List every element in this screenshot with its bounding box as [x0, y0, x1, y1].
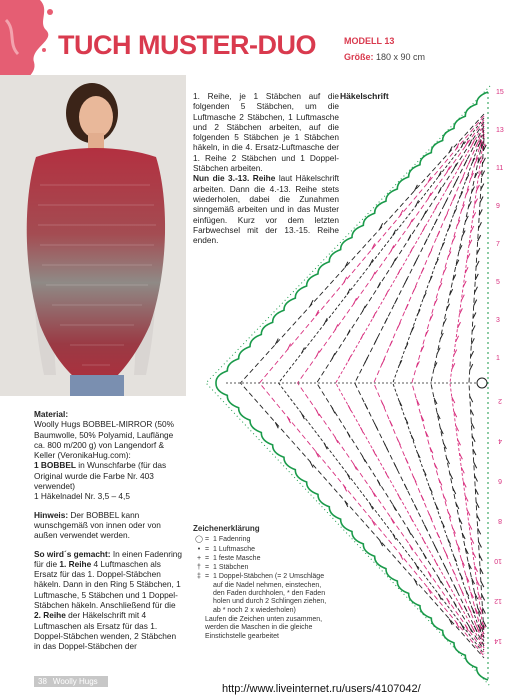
chart-stitch-mark — [409, 219, 412, 225]
chart-stitch-mark — [372, 272, 375, 278]
chart-stitch-mark — [424, 525, 427, 531]
material-heading: Material: — [34, 409, 69, 419]
chart-row-number: 11 — [496, 165, 504, 172]
chart-stitch-mark — [472, 436, 475, 442]
chart-stitch-mark — [422, 538, 425, 544]
chart-stitch-mark — [443, 318, 446, 324]
so-wirds-section — [34, 549, 184, 652]
hinweis-heading: Hinweis: — [34, 509, 69, 520]
legend-item — [193, 573, 333, 614]
material-text-2: in Wunschfarbe (für das Original wurde die Farbe Nr. 403 verwendet) — [34, 460, 167, 492]
chart-stitch-mark — [404, 484, 407, 490]
legend-equals: = — [205, 545, 210, 553]
so-wirds-text-2: 4 Luftmaschen als Ersatz für das 1. Doppel-Stäbchen häkeln. Dann in den Ring 5 Stäbchen, 1 Luftmasche, 5 Stäbchen und 1 Doppel-Stäbchen häkeln. Anschließend für die — [34, 558, 181, 611]
chart-stitch-mark — [466, 590, 469, 596]
chart-stitch-mark — [429, 514, 432, 520]
chart-row-numbers-bottom — [494, 397, 502, 644]
chart-stitch-mark — [375, 337, 378, 343]
chart-stitch-row — [431, 134, 484, 638]
chart-stitch-mark — [397, 322, 400, 328]
chart-stitch-mark — [448, 538, 451, 544]
chart-stitch-mark — [365, 357, 368, 363]
chart-row-number: 3 — [496, 317, 500, 324]
legend-symbol: • — [197, 545, 201, 553]
size-value: 180 x 90 cm — [376, 52, 426, 62]
chart-stitch-mark — [438, 594, 441, 600]
legend-item — [193, 546, 333, 554]
instructions-rows-bold: Nun die 3.-13. Reihe — [193, 173, 276, 184]
chart-stitch-mark — [405, 458, 408, 464]
chart-label: Häkelschrift — [340, 91, 389, 101]
chart-stitch-mark — [444, 565, 447, 571]
chart-row-number: 9 — [496, 203, 500, 210]
chart-stitch-mark — [335, 324, 338, 330]
chart-stitch-mark — [391, 246, 394, 252]
legend-symbol: + — [196, 554, 202, 562]
chart-stitch-mark — [454, 208, 457, 214]
chart-stitch-mark — [362, 456, 365, 462]
chart-stitch-mark — [454, 601, 457, 607]
chart-row-number: 6 — [498, 477, 502, 484]
legend-text: 1 feste Masche — [213, 554, 261, 562]
legend-text: 1 Doppel-Stäbchen (= 2 Umschläge auf die Nadel nehmen, einstechen, den Faden durchholen, * den Faden holen und durch 2 Schlingen ziehen, ab * noch 2 x wiederholen) — [213, 573, 327, 614]
chart-stitch-mark — [385, 471, 388, 477]
chart-stitch-mark — [414, 579, 417, 585]
legend-symbol: ◯ — [195, 536, 203, 544]
chart-stitch-mark — [411, 435, 414, 441]
chart-stitch-mark — [445, 213, 448, 219]
chart-stitch-mark — [335, 437, 338, 443]
chart-stitch-mark — [478, 222, 481, 228]
chart-stitch-mark — [453, 195, 456, 201]
chart-stitch-mark — [344, 277, 347, 283]
legend-equals: = — [205, 554, 210, 562]
chart-row-number: 7 — [496, 241, 500, 248]
chart-row-number: 15 — [496, 89, 504, 96]
chart-stitch-row — [374, 128, 484, 644]
material-text-3: 1 Häkelnadel Nr. 3,5 – 4,5 — [34, 491, 130, 502]
page-title: TUCH MUSTER-DUO — [58, 30, 316, 60]
chart-stitch-mark — [390, 341, 393, 347]
chart-row-numbers-right — [496, 89, 504, 362]
so-wirds-bold-2: 2. Reihe — [34, 610, 66, 621]
chart-stitch-mark — [468, 201, 471, 207]
chart-stitch-mark — [459, 604, 462, 610]
chart-stitch-mark — [437, 532, 440, 538]
chart-magic-ring — [477, 378, 487, 388]
chart-stitch-mark — [332, 353, 335, 359]
instructions-row2: 1. Reihe, je 1 Stäbchen auf die folgenden 5 Stäbchen, um die Luftmasche 2 Stäbchen, 1 Luftmasche und 2 Stäbchen arbeiten, auf die folgenden 5 Stäbchen je 1 Stäbchen häkeln, in die 4. Ersatz-Luftmasche der 1. Reihe 2 Stäbchen und 1 Doppel-Stäbchen arbeiten. — [193, 91, 339, 174]
legend-item — [193, 536, 333, 544]
chart-stitch-mark — [360, 427, 363, 433]
legend-equals: = — [205, 573, 210, 581]
chart-stitch-mark — [397, 493, 400, 499]
chart-stitch-mark — [448, 512, 451, 518]
chart-row-number: 5 — [496, 279, 500, 286]
chart-stitch-mark — [344, 485, 347, 491]
chart-stitch-row — [393, 130, 484, 642]
chart-stitch-mark — [435, 560, 438, 566]
chart-stitch-mark — [347, 289, 350, 295]
chart-stitch-mark — [468, 158, 471, 164]
chart-stitch-row — [336, 124, 484, 648]
chart-stitch-mark — [400, 210, 403, 216]
chart-stitch-mark — [354, 298, 357, 304]
legend-symbol: ‡ — [197, 573, 201, 581]
size-label: Größe: — [344, 52, 374, 62]
chart-stitch-row — [412, 132, 484, 640]
chart-stitch-mark — [385, 291, 388, 297]
chart-stitch-mark — [405, 304, 408, 310]
chart-stitch-mark — [410, 248, 413, 254]
legend-rows — [193, 536, 333, 615]
chart-stitch-mark — [393, 504, 396, 510]
legend-item — [193, 555, 333, 563]
chart-stitch-mark — [423, 553, 426, 559]
shawl-illustration — [0, 75, 186, 396]
chart-stitch-mark — [347, 330, 350, 336]
model-number: MODELL 13 — [344, 36, 395, 46]
chart-stitch-mark — [454, 585, 457, 591]
chart-stitch-mark — [382, 402, 385, 408]
chart-row-number: 12 — [494, 597, 502, 604]
page-number: 38 — [38, 677, 47, 686]
chart-stitch-mark — [447, 183, 450, 189]
chart-stitch-mark — [469, 626, 472, 632]
chart-stitch-mark — [316, 351, 319, 357]
page-footer — [34, 676, 108, 687]
chart-stitch-mark — [437, 231, 440, 237]
chart-stitch-mark — [411, 326, 414, 332]
chart-stitch-mark — [438, 577, 441, 583]
material-section — [34, 409, 184, 502]
chart-stitch-mark — [394, 298, 397, 304]
chart-stitch-mark — [454, 179, 457, 185]
chart-stitch-mark — [373, 312, 376, 318]
legend-note: Laufen die Zeichen unten zusammen, werden die Maschen in die gleiche Einstichstelle gearbeitet — [205, 615, 323, 640]
chart-stitch-mark — [394, 464, 397, 470]
instructions-rows-text: laut Häkelschrift arbeiten. Dann die 4.-13. Reihe stets wiederholen, dabei die Zunahmen sinngemäß arbeiten und in das Muster einfügen. Kurz vor dem letzten Farbwechsel mit der 13.-15. Reihe enden. — [193, 173, 340, 246]
chart-stitch-mark — [408, 235, 411, 241]
chart-row-number: 1 — [496, 355, 500, 362]
legend-symbol: † — [197, 564, 201, 572]
material-bobbel: 1 BOBBEL — [34, 460, 76, 471]
legend-text: 1 Fadenring — [213, 536, 251, 544]
chart-stitch-mark — [429, 487, 432, 493]
chart-stitch-mark — [324, 443, 327, 449]
chart-stitch-mark — [453, 569, 456, 575]
chart-stitch-mark — [450, 473, 453, 479]
so-wirds-text-3: der Häkelschrift mit 4 Luftmaschen als Ersatz für das 1. Doppel-Stäbchen wenden, 2 Stäbchen in das Doppel-Stäbchen der — [34, 610, 177, 652]
chart-stitch-mark — [459, 161, 462, 167]
chart-stitch-mark — [413, 476, 416, 482]
chart-stitch-mark — [408, 529, 411, 535]
chart-stitch-mark — [301, 348, 304, 354]
chart-stitch-mark — [424, 239, 427, 245]
chart-stitch-mark — [310, 462, 313, 468]
chart-stitch-mark — [382, 359, 385, 365]
chart-stitch-mark — [421, 495, 424, 501]
legend-item — [193, 564, 333, 572]
chart-stitch-mark — [310, 300, 313, 306]
chart-stitch-mark — [288, 344, 291, 350]
chart-stitch-mark — [362, 306, 365, 312]
chart-stitch-mark — [347, 432, 350, 438]
chart-stitch-mark — [421, 268, 424, 274]
chart-stitch-mark — [375, 423, 378, 429]
chart-stitch-mark — [434, 219, 437, 225]
chart-stitch-mark — [410, 516, 413, 522]
legend-equals: = — [205, 564, 210, 572]
chart-stitch-mark — [365, 403, 368, 409]
chart-stitch-mark — [414, 504, 417, 510]
chart-stitch-mark — [434, 545, 437, 551]
chart-row-number: 13 — [496, 127, 504, 134]
chart-stitch-mark — [316, 410, 319, 416]
model-photo — [0, 75, 186, 396]
chart-stitch-mark — [390, 420, 393, 426]
watermark-url: http://www.liveinternet.ru/users/4107042/ — [222, 683, 421, 695]
legend-text: 1 Luftmasche — [213, 545, 256, 553]
so-wirds-bold-1: 1. Reihe — [59, 558, 92, 569]
chart-stitch-mark — [435, 204, 438, 210]
chart-stitch-mark — [385, 318, 388, 324]
chart-stitch-mark — [435, 259, 438, 265]
chart-stitch-mark — [464, 606, 467, 612]
chart-stitch-mark — [429, 250, 432, 256]
chart-row-number: 14 — [494, 637, 502, 644]
chart-stitch-mark — [373, 449, 376, 455]
material-text-1: Woolly Hugs BOBBEL-MIRROR (50% Baumwolle, 50% Polyamid, Lauflänge ca. 800 m/200 g) von Langendorf & Keller (VeronikaHug.com): — [34, 419, 175, 461]
chart-stitch-mark — [422, 226, 425, 232]
hinweis-text: Der BOBBEL kann wunschgemäß von innen oder von außen verwendet werden. — [34, 509, 161, 541]
chart-stitch-mark — [445, 551, 448, 557]
chart-stitch-mark — [447, 582, 450, 588]
chart-stitch-mark — [377, 480, 380, 486]
chart-stitch-mark — [470, 396, 473, 402]
chart-stitch-row — [317, 122, 484, 650]
chart-stitch-mark — [414, 258, 417, 264]
chart-stitch-mark — [377, 282, 380, 288]
chart-stitch-mark — [348, 355, 351, 361]
footer-brand: Woolly Hugs — [52, 677, 98, 686]
chart-stitch-mark — [448, 252, 451, 258]
chart-stitch-mark — [348, 405, 351, 411]
chart-stitch-mark — [380, 223, 383, 229]
chart-stitch-mark — [468, 607, 471, 613]
chart-row-number: 8 — [498, 517, 502, 524]
chart-stitch-mark — [454, 163, 457, 169]
legend-title: Zeichenerklärung — [193, 524, 260, 533]
chart-row-number: 2 — [498, 397, 502, 404]
chart-stitch-mark — [413, 286, 416, 292]
so-wirds-text-1: In einen Fadenring für die — [34, 548, 183, 569]
chart-stitch-mark — [423, 211, 426, 217]
hinweis-section — [34, 510, 184, 541]
legend-equals: = — [205, 536, 210, 544]
chart-row-number: 4 — [498, 437, 502, 444]
chart-stitch-mark — [438, 187, 441, 193]
chart-stitch-mark — [404, 278, 407, 284]
legend — [193, 525, 333, 641]
left-column-text — [34, 409, 184, 660]
chart-row-number: 10 — [494, 557, 502, 564]
size-info — [344, 52, 425, 62]
chart-stitch-mark — [475, 475, 478, 481]
chart-stitch-mark — [444, 199, 447, 205]
chart-stitch-mark — [449, 146, 452, 152]
chart-stitch-mark — [460, 177, 463, 183]
chart-stitch-mark — [393, 258, 396, 264]
chart-stitch-mark — [393, 534, 396, 540]
chart-stitch-mark — [423, 293, 426, 299]
chart-stitch-mark — [360, 334, 363, 340]
chart-stitch-mark — [443, 267, 446, 273]
chart-stitch-mark — [397, 269, 400, 275]
chart-stitch-mark — [460, 588, 463, 594]
chart-stitch-mark — [332, 407, 335, 413]
legend-text: 1 Stäbchen — [213, 564, 249, 572]
chart-stitch-mark — [464, 160, 467, 166]
chart-stitch-mark — [397, 439, 400, 445]
chart-stitch-mark — [385, 444, 388, 450]
so-wirds-heading: So wird´s gemacht: — [34, 548, 111, 559]
chart-stitch-mark — [466, 175, 469, 181]
chart-stitch-mark — [400, 554, 403, 560]
